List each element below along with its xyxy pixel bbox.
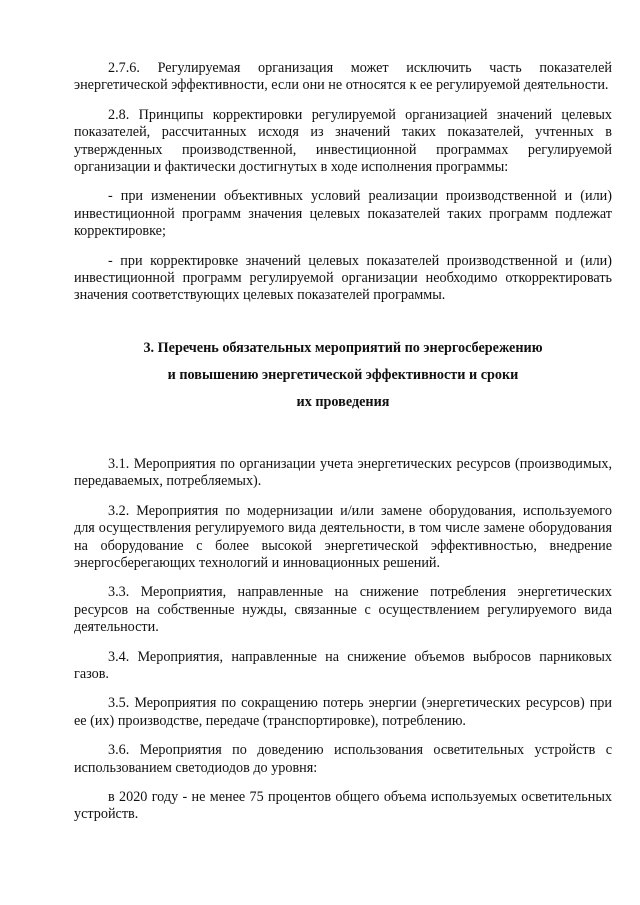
paragraph-3-5: 3.5. Мероприятия по сокращению потерь энергии (энергетических ресурсов) при ее (их) производстве, передаче (транспортировке), потреблению.	[74, 695, 612, 729]
section-heading-line-1: 3. Перечень обязательных мероприятий по энергосбережению	[143, 339, 543, 356]
paragraph-3-6-item-1: в 2020 году - не менее 75 процентов общего объема используемых осветительных устройств.	[74, 788, 612, 823]
paragraph-3-1: 3.1. Мероприятия по организации учета энергетических ресурсов (производимых, передаваемых, потребляемых).	[74, 455, 612, 490]
paragraph-2-8: 2.8. Принципы корректировки регулируемой организацией значений целевых показателей, рассчитанных исходя из значений таких показателей, учтенных в утвержденных производственной, инвестиционной программах регулируемой организации и фактически достигнутых в ходе исполнения программы:	[74, 106, 612, 176]
paragraph-3-6: 3.6. Мероприятия по доведению использования осветительных устройств с использованием светодиодов до уровня:	[74, 742, 612, 776]
document-page	[74, 60, 612, 836]
section-3-heading	[74, 335, 612, 416]
paragraph-3-2: 3.2. Мероприятия по модернизации и/или замене оборудования, используемого для осуществления регулируемого вида деятельности, в том числе замене оборудования на оборудование с более высокой энергетической эффективностью, внедрение энергосберегающих технологий и инновационных решений.	[74, 502, 612, 571]
paragraph-2-8-item-2: - при корректировке значений целевых показателей производственной и (или) инвестиционной программ регулируемой организации необходимо откорректировать значения соответствующих целевых показателей программы.	[74, 252, 612, 304]
paragraph-2-8-item-1: - при изменении объективных условий реализации производственной и (или) инвестиционной программ значения целевых показателей таких программ подлежат корректировке;	[74, 188, 612, 240]
paragraph-3-3: 3.3. Мероприятия, направленные на снижение потребления энергетических ресурсов на собственные нужды, связанные с осуществлением регулируемого вида деятельности.	[74, 584, 612, 636]
paragraph-3-4: 3.4. Мероприятия, направленные на снижение объемов выбросов парниковых газов.	[74, 648, 612, 682]
paragraph-2-7-6: 2.7.6. Регулируемая организация может исключить часть показателей энергетической эффективности, если они не относятся к ее регулируемой деятельности.	[74, 60, 612, 94]
section-heading-line-3: их проведения	[296, 393, 390, 410]
section-heading-line-2: и повышению энергетической эффективности и сроки	[167, 366, 519, 383]
